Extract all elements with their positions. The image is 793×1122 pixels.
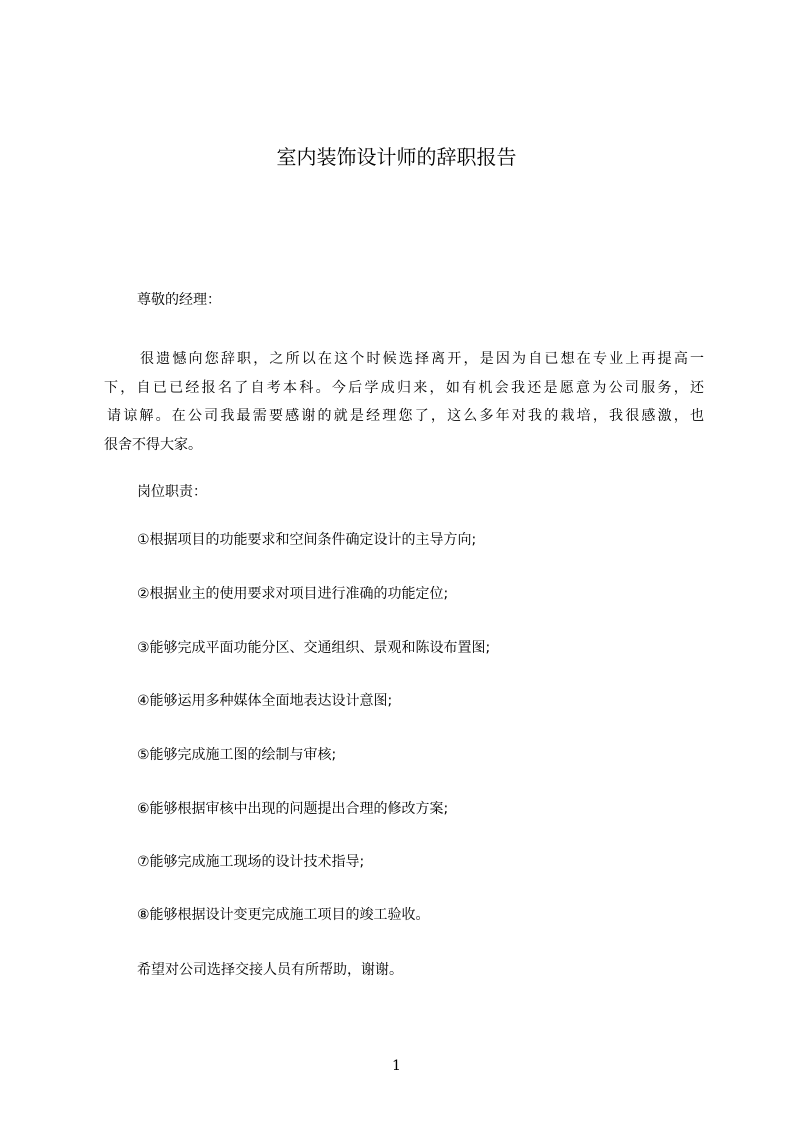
document-title: 室内装饰设计师的辞职报告 — [276, 145, 517, 169]
duty-item: ①根据项目的功能要求和空间条件确定设计的主导方向; — [137, 532, 477, 548]
duty-item: ⑦能够完成施工现场的设计技术指导; — [137, 854, 365, 870]
body-line: 很舍不得大家。 — [104, 436, 202, 453]
body-line: 下，自已已经报名了自考本科。今后学成归来，如有机会我还是愿意为公司服务，还 — [104, 379, 704, 396]
duty-item: ⑧能够根据设计变更完成施工项目的竣工验收。 — [137, 907, 430, 923]
duty-item: ③能够完成平面功能分区、交通组织、景观和陈设布置图; — [137, 640, 491, 656]
duties-heading: 岗位职责： — [137, 484, 207, 500]
body-paragraph — [104, 345, 704, 459]
duty-item: ②根据业主的使用要求对项目进行准确的功能定位; — [137, 586, 449, 602]
closing-line: 希望对公司选择交接人员有所帮助，谢谢。 — [137, 962, 403, 978]
body-line: 很遗憾向您辞职，之所以在这个时候选择离开，是因为自已想在专业上再提高一 — [140, 351, 704, 367]
page-number: 1 — [392, 1058, 401, 1074]
duty-item: ⑥能够根据审核中出现的问题提出合理的修改方案; — [137, 801, 449, 817]
duty-item: ④能够运用多种媒体全面地表达设计意图; — [137, 693, 393, 709]
salutation: 尊敬的经理： — [137, 292, 221, 308]
body-line: 请谅解。在公司我最需要感谢的就是经理您了，这么多年对我的栽培，我很感激，也 — [107, 408, 704, 424]
duty-item: ⑤能够完成施工图的绘制与审核; — [137, 747, 337, 763]
